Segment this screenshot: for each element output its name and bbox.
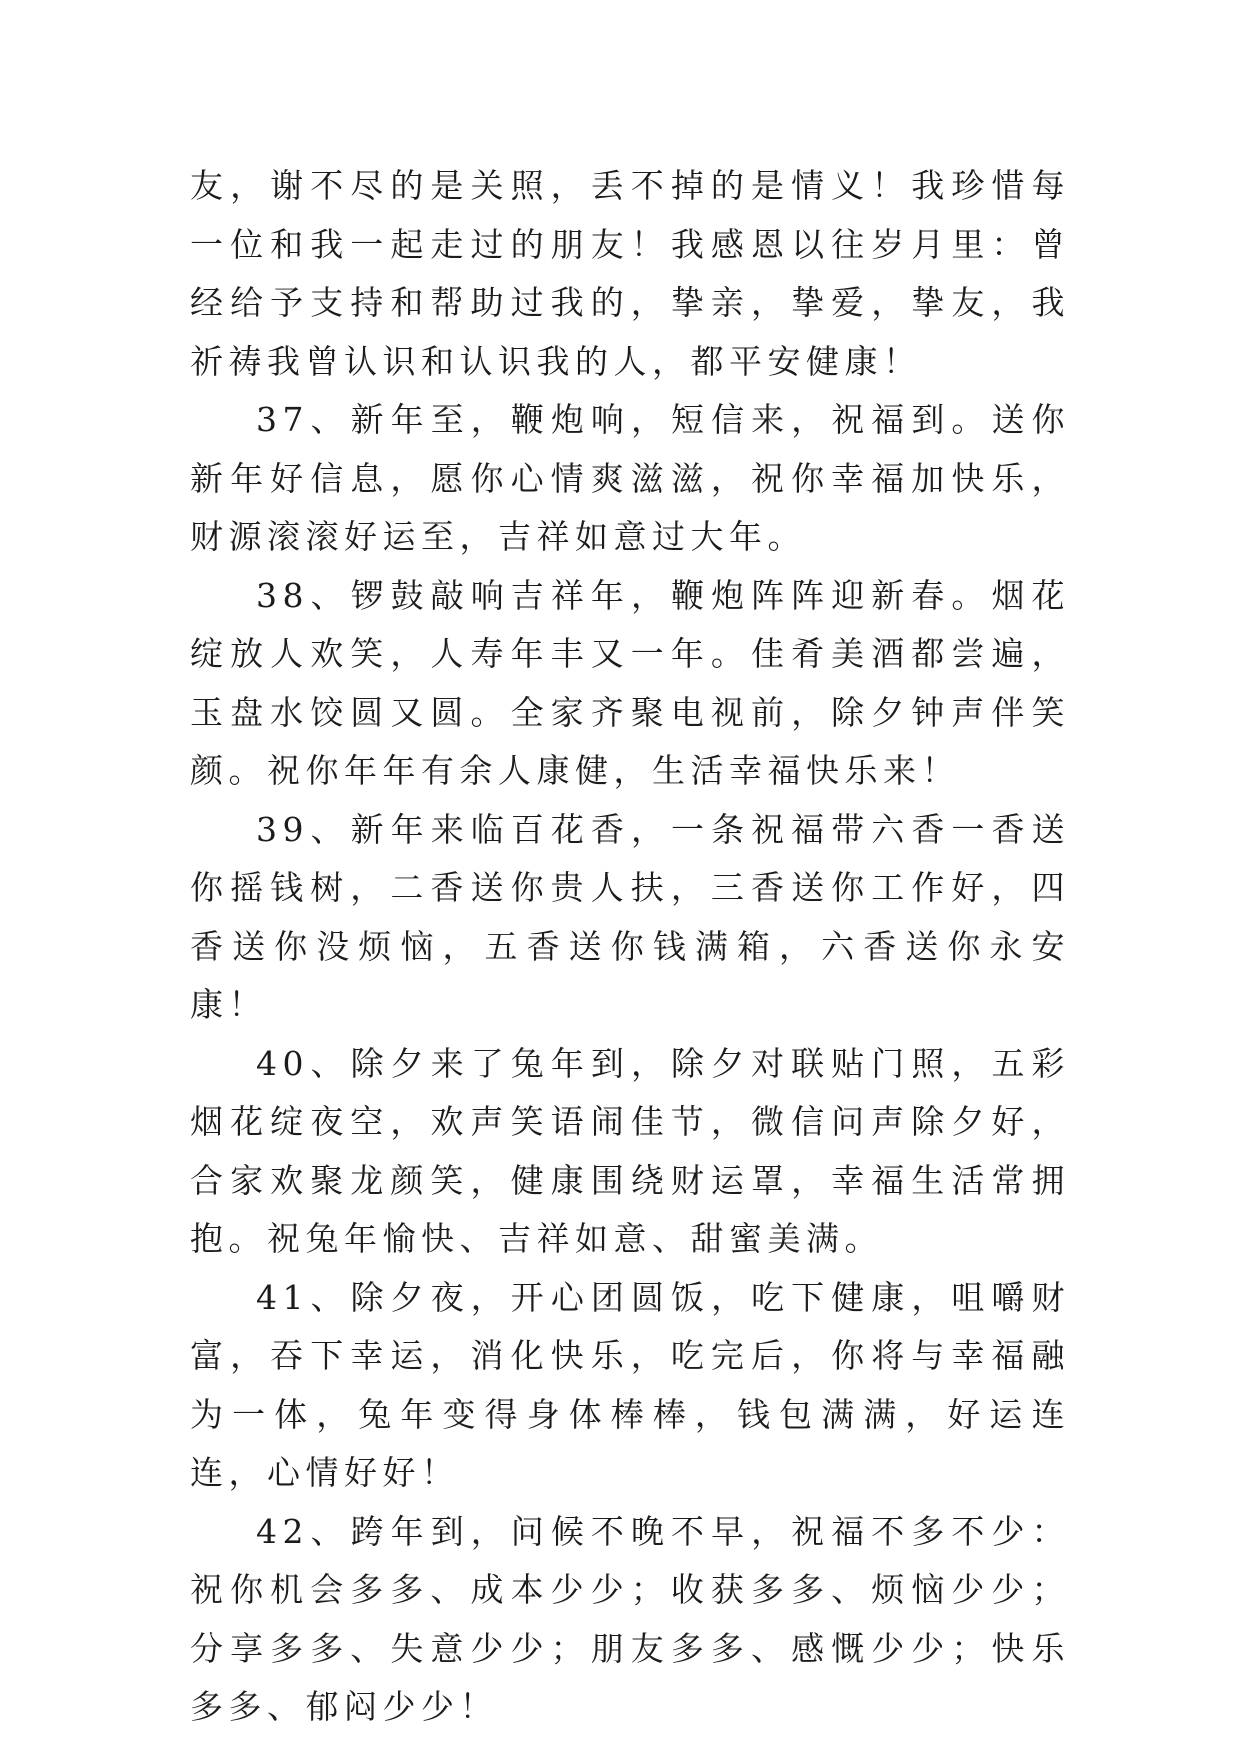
- paragraph-39: 39、新年来临百花香，一条祝福带六香一香送你摇钱树，二香送你贵人扶，三香送你工作好，四香送你没烦恼，五香送你钱满箱，六香送你永安康！: [190, 809, 1070, 1024]
- document-body: [190, 157, 1070, 1737]
- paragraph-37: 37、新年至，鞭炮响，短信来，祝福到。送你新年好信息，愿你心情爽滋滋，祝你幸福加快乐，财源滚滚好运至，吉祥如意过大年。: [190, 400, 1070, 556]
- paragraph-40: 40、除夕来了兔年到，除夕对联贴门照，五彩烟花绽夜空，欢声笑语闹佳节，微信问声除夕好，合家欢聚龙颜笑，健康围绕财运罩，幸福生活常拥抱。祝兔年愉快、吉祥如意、甜蜜美满。: [190, 1043, 1070, 1258]
- paragraph-38: 38、锣鼓敲响吉祥年，鞭炮阵阵迎新春。烟花绽放人欢笑，人寿年丰又一年。佳肴美酒都尝遍，玉盘水饺圆又圆。全家齐聚电视前，除夕钟声伴笑颜。祝你年年有余人康健，生活幸福快乐来！: [190, 575, 1070, 790]
- paragraph-continuation: 友，谢不尽的是关照，丢不掉的是情义！我珍惜每一位和我一起走过的朋友！我感恩以往岁月里：曾经给予支持和帮助过我的，挚亲，挚爱，挚友，我祈祷我曾认识和认识我的人，都平安健康！: [190, 166, 1070, 381]
- paragraph-42: 42、跨年到，问候不晚不早，祝福不多不少：祝你机会多多、成本少少；收获多多、烦恼少少；分享多多、失意少少；朋友多多、感慨少少；快乐多多、郁闷少少！: [190, 1511, 1070, 1726]
- paragraph-41: 41、除夕夜，开心团圆饭，吃下健康，咀嚼财富，吞下幸运，消化快乐，吃完后，你将与幸福融为一体，兔年变得身体棒棒，钱包满满，好运连连，心情好好！: [190, 1277, 1070, 1492]
